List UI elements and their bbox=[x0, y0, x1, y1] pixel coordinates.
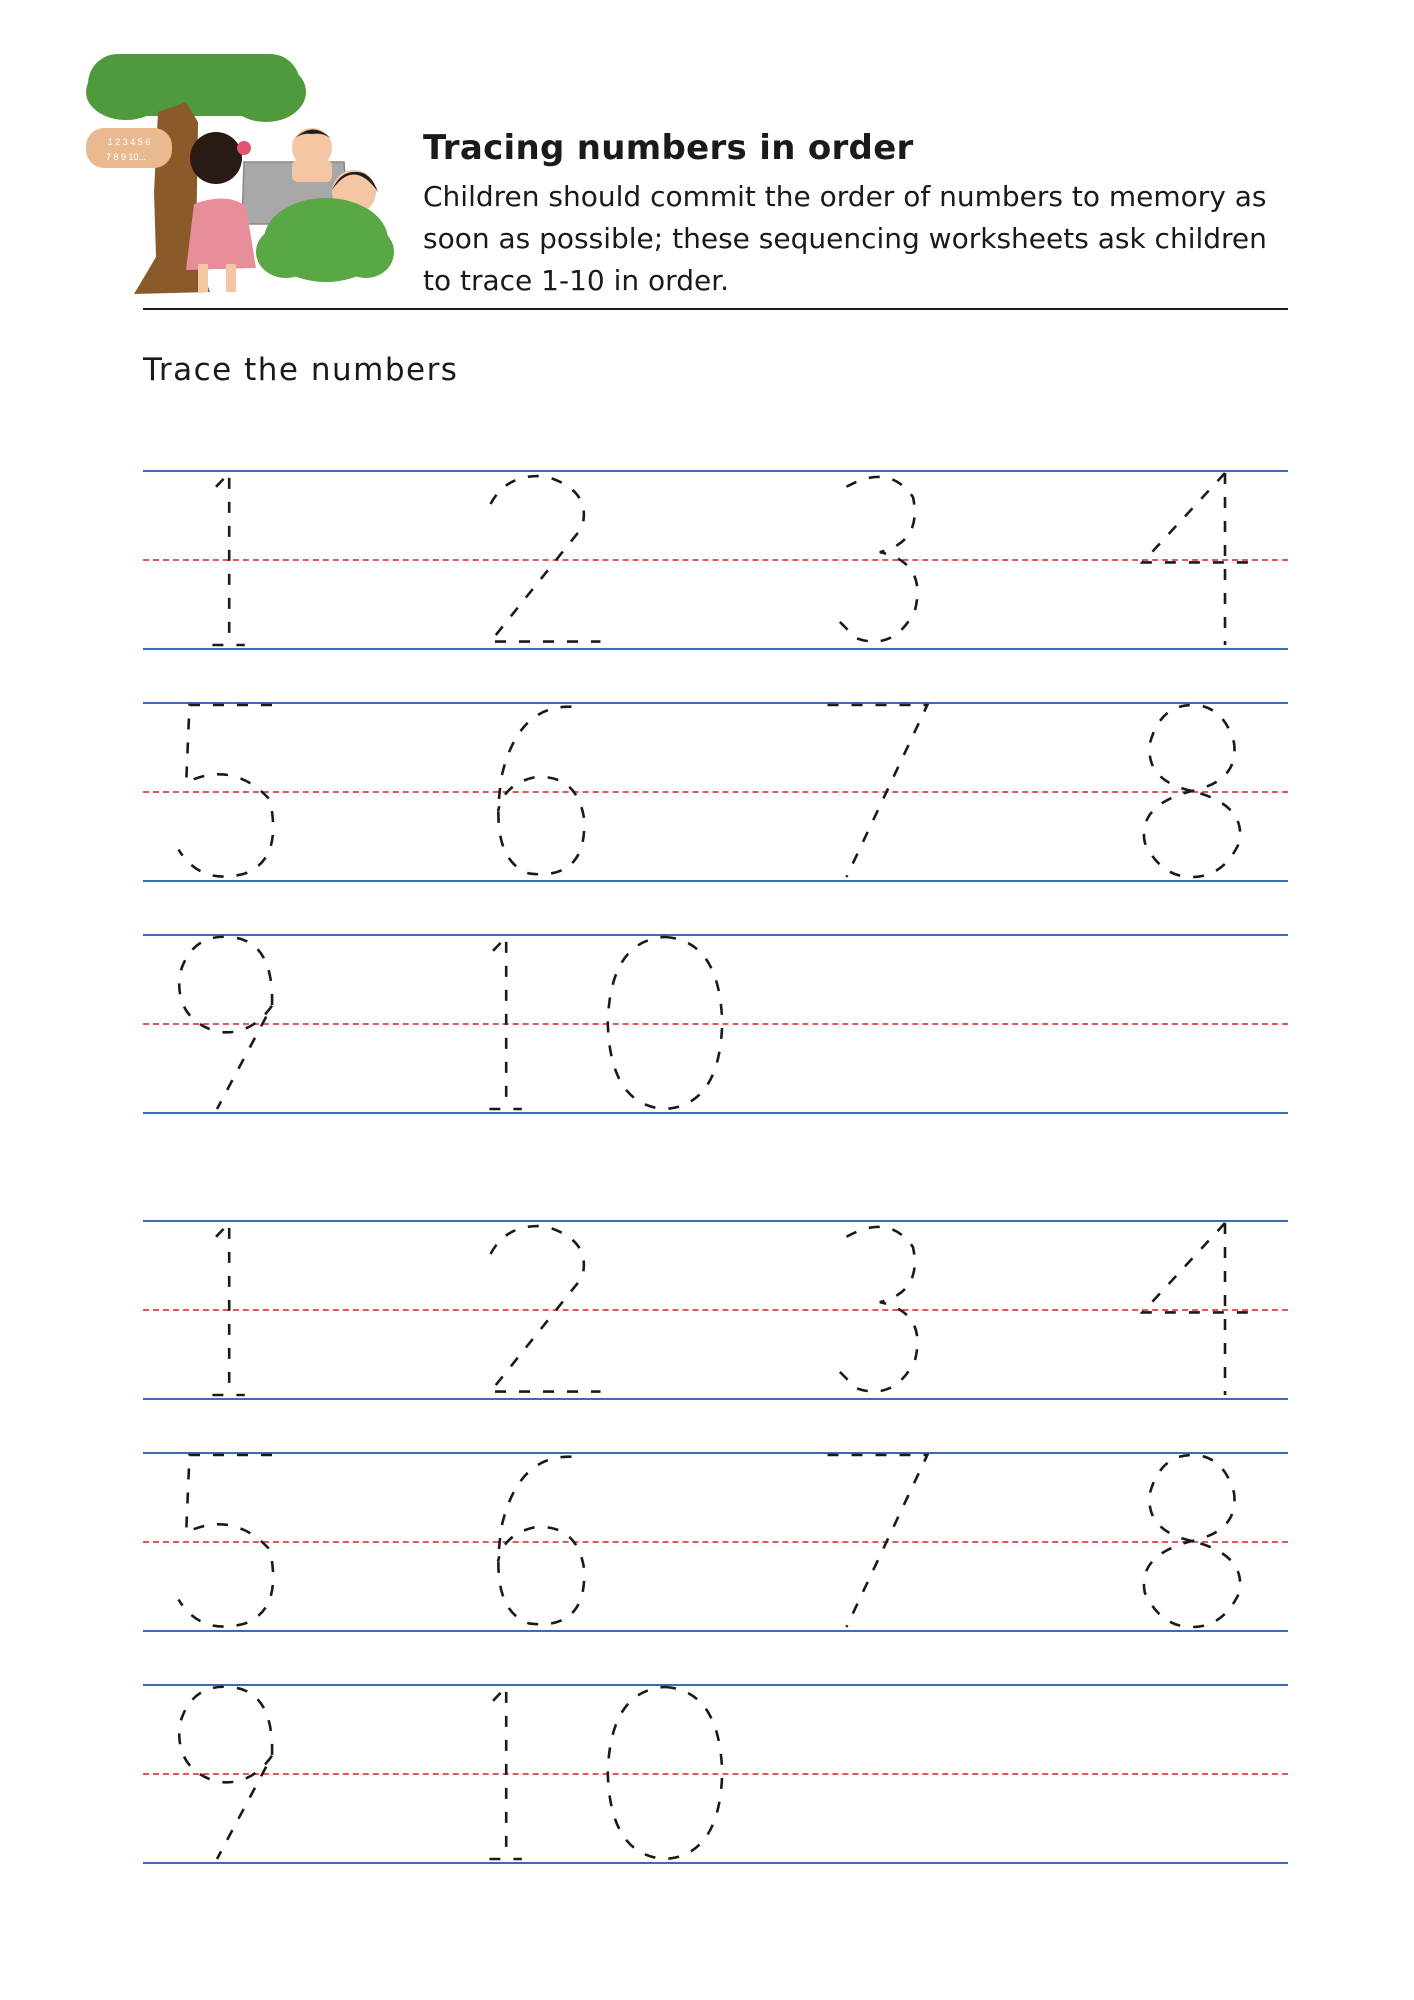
worksheet-title: Tracing numbers in order bbox=[423, 128, 914, 168]
guide-line-top bbox=[143, 1220, 1288, 1222]
kids-hide-and-seek-illustration bbox=[86, 52, 396, 304]
guide-line-middle bbox=[143, 559, 1288, 561]
tree-leaves bbox=[86, 54, 306, 122]
worksheet-header bbox=[423, 128, 1303, 302]
guide-line-bottom bbox=[143, 1630, 1288, 1632]
guide-line-top bbox=[143, 934, 1288, 936]
boy-figure bbox=[290, 128, 334, 182]
guide-line-bottom bbox=[143, 648, 1288, 650]
guide-line-middle bbox=[143, 1773, 1288, 1775]
guide-line-bottom bbox=[143, 1112, 1288, 1114]
guide-line-top bbox=[143, 1684, 1288, 1686]
guide-line-top bbox=[143, 1452, 1288, 1454]
guide-line-bottom bbox=[143, 880, 1288, 882]
sign-text-line2: 7 8 9 10... bbox=[105, 152, 147, 162]
header-divider bbox=[143, 308, 1288, 310]
guide-line-middle bbox=[143, 1309, 1288, 1311]
number-sign bbox=[86, 128, 172, 168]
sign-text-line1: 1 2 3 4 5 6 bbox=[107, 137, 151, 147]
guide-line-middle bbox=[143, 1023, 1288, 1025]
worksheet-description: Children should commit the order of numbers to memory as soon as possible; these sequencing worksheets ask children to trace 1-10 in order. bbox=[423, 180, 1267, 297]
guide-line-top bbox=[143, 702, 1288, 704]
guide-line-middle bbox=[143, 1541, 1288, 1543]
instruction-text: Trace the numbers bbox=[143, 352, 459, 388]
guide-line-bottom bbox=[143, 1862, 1288, 1864]
guide-line-top bbox=[143, 470, 1288, 472]
guide-line-middle bbox=[143, 791, 1288, 793]
seeker-girl bbox=[186, 132, 256, 292]
guide-line-bottom bbox=[143, 1398, 1288, 1400]
